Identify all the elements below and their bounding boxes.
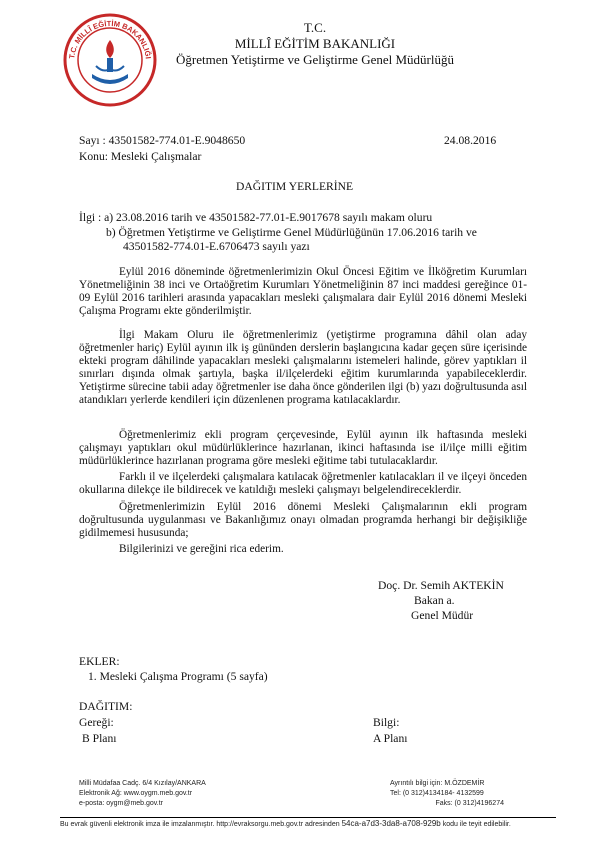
distribution-heading: DAĞITIM: [79, 700, 133, 713]
ministry-seal-logo [62, 12, 158, 108]
attachments-heading: EKLER: [79, 655, 120, 668]
distribution-info-label: Bilgi: [373, 716, 400, 729]
body-paragraph-3: Öğretmenlerimiz ekli program çerçevesinde, Eylül ayının ilk haftasında mesleki çalışmayı yaptıkları okul müdürlüklerince hazırlanan, ikinci haftasında ise il/ilçe milli eğitim müdürlüklerince hazırlanan programa göre mesleki eğitime tabi tutulacaklardır. [79, 429, 527, 467]
document-number: Sayı : 43501582-774.01-E.9048650 [79, 134, 246, 147]
esignature-suffix: kodu ile teyit edilebilir. [442, 821, 511, 828]
reference-b-line2: 43501582-774.01-E.6706473 sayılı yazı [123, 240, 310, 253]
header-ministry: MİLLÎ EĞİTİM BAKANLIĞI [234, 36, 396, 51]
signatory-name: Doç. Dr. Semih AKTEKİN [378, 579, 504, 592]
distribution-action-label: Gereği: [79, 716, 114, 729]
recipient-heading: DAĞITIM YERLERİNE [236, 180, 354, 193]
attachment-item-1: 1. Mesleki Çalışma Programı (5 sayfa) [88, 670, 268, 683]
body-paragraph-2: İlgi Makam Oluru ile öğretmenlerimiz (yetiştirme programına dâhil olan aday öğretmenler hariç) Eylül ayının ilk iş gününden derslerin başlangıcına kadar geçen süre içerisinde ekteki program dâhilinde yapacakları mesleki çalışmalarını istemeleri halinde, görev yaptıkları il sınırları dışında olmak şartıyla, başka il/ilçelerdeki eğitim kurumlarında yapabileceklerdir. Yetiştirme sürecine tabii aday öğretmenler ise daha önce gönderilen ilgi (b) yazı doğrultusunda asıl atandıkları yerlerde kendileri için düzenlenen programa katılacaklardır. [79, 329, 527, 406]
footer-phone: Tel: (0 312)4134184- 4132599 [390, 790, 484, 797]
distribution-action-value: B Planı [82, 732, 117, 745]
reference-b-line1: b) Öğretmen Yetiştirme ve Geliştirme Genel Müdürlüğünün 17.06.2016 tarih ve [106, 226, 477, 239]
footer-fax: Faks: (0 312)4196274 [435, 800, 504, 807]
footer-contact: Ayrıntılı bilgi için: M.ÖZDEMİR [390, 780, 485, 787]
esignature-code: 54ca-a7d3-3da8-a708-929b [341, 819, 441, 828]
body-paragraph-5: Öğretmenlerimizin Eylül 2016 dönemi Mesleki Çalışmalarının ekli program doğrultusunda uygulanması ve Bakanlığımız onayı olmadan programda herhangi bir değişikliğe gidilmemesi hususunda; [79, 501, 527, 539]
document-date: 24.08.2016 [444, 134, 497, 147]
header-tc: T.C. [303, 20, 327, 35]
body-paragraph-4: Farklı il ve ilçelerdeki çalışmalara katılacak öğretmenler katılacakları il ve ilçeyi önceden okullarına dilekçe ile bildirecek ve katıldığı mesleki çalışmayı belgelendireceklerdir. [79, 471, 527, 496]
signatory-title-1: Bakan a. [414, 594, 455, 607]
footer-website: Elektronik Ağ: www.oygm.meb.gov.tr [79, 790, 193, 797]
reference-a: İlgi : a) 23.08.2016 tarih ve 43501582-77.01-E.9017678 sayılı makam oluru [79, 211, 433, 224]
footer-divider [60, 817, 556, 818]
signatory-title-2: Genel Müdür [411, 609, 474, 622]
body-paragraph-1: Eylül 2016 döneminde öğretmenlerimizin Okul Öncesi Eğitim ve İlköğretim Kurumları Yönetmeliğinin 38 inci ve Ortaöğretim Kurumları Yönetmeliğinin 87 inci maddesi gereğince 01-09 Eylül 2016 tarihleri arasında yapacakları mesleki çalışmalara dair Eylül 2016 dönemi Mesleki Çalışma Programı ekte gönderilmiştir. [79, 266, 527, 317]
esignature-prefix: Bu evrak güvenli elektronik imza ile imzalanmıştır. http://evraksorgu.meb.gov.tr adresinden [60, 821, 340, 828]
esignature-note [60, 819, 556, 829]
footer-email: e-posta: oygm@meb.gov.tr [79, 800, 164, 807]
document-subject: Konu: Mesleki Çalışmalar [79, 150, 202, 163]
header-directorate: Öğretmen Yetiştirme ve Geliştirme Genel Müdürlüğü [175, 52, 454, 67]
body-closing: Bilgilerinizi ve gereğini rica ederim. [119, 543, 284, 555]
footer-address: Milli Müdafaa Cadç. 6/4 Kızılay/ANKARA [79, 780, 206, 787]
distribution-info-value: A Planı [373, 732, 408, 745]
svg-text:T.C. MİLLÎ EĞİTİM BAKANLIĞI: T.C. MİLLÎ EĞİTİM BAKANLIĞI [67, 18, 153, 60]
